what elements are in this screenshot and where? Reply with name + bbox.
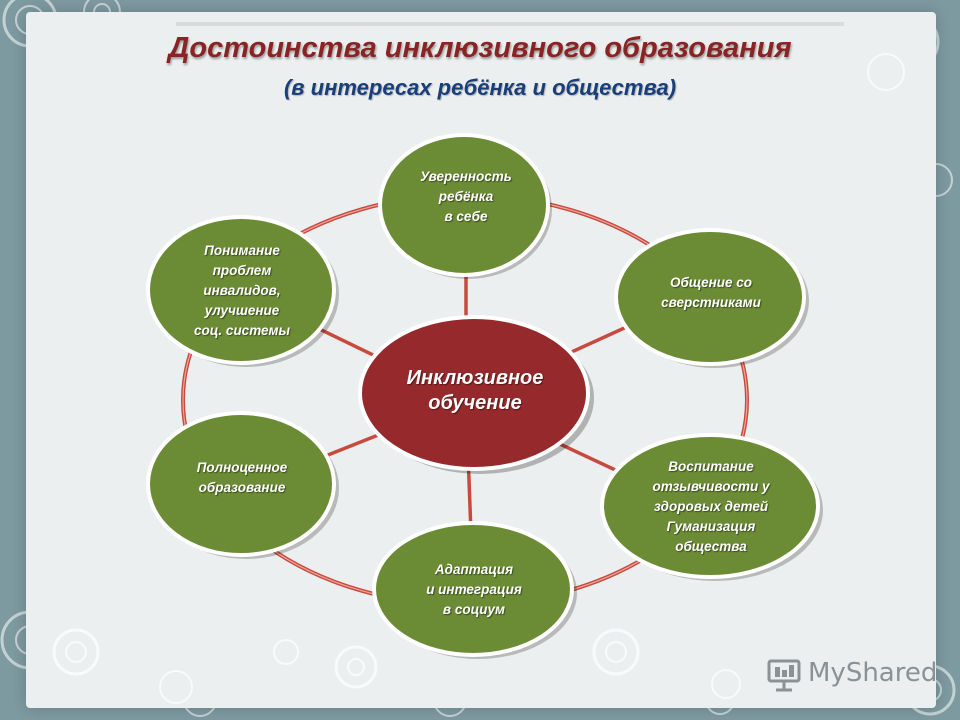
watermark-logo: [766, 656, 936, 694]
node-lower-left-label: Полноценное образование: [196, 460, 288, 495]
node-bottom-label: Адаптация и интеграция в социум: [426, 562, 522, 617]
node-top: [378, 132, 554, 280]
node-lower-left: [144, 410, 340, 560]
node-upper-right: [612, 227, 810, 369]
node-lower-right: [598, 432, 824, 582]
center-node-label: Инклюзивное обучение: [406, 367, 544, 414]
page-subtitle: (в интересах ребёнка и общества): [283, 75, 677, 100]
node-upper-left: [144, 214, 340, 368]
page-title: Достоинства инклюзивного образования: [168, 32, 792, 64]
watermark-text: MyShared: [808, 658, 938, 688]
node-lower-right-label: Воспитание отзывчивости у здоровых детей Гуманизация общества: [652, 459, 770, 554]
presentation-screen-icon: [766, 658, 802, 692]
node-bottom: [370, 520, 578, 660]
node-upper-right-label: Общение со сверстниками: [661, 275, 761, 310]
node-top-label: Уверенность ребёнка в себе: [420, 169, 512, 224]
center-node: [356, 314, 594, 476]
node-upper-left-label: Понимание проблем инвалидов, улучшение соц. системы: [193, 243, 291, 338]
